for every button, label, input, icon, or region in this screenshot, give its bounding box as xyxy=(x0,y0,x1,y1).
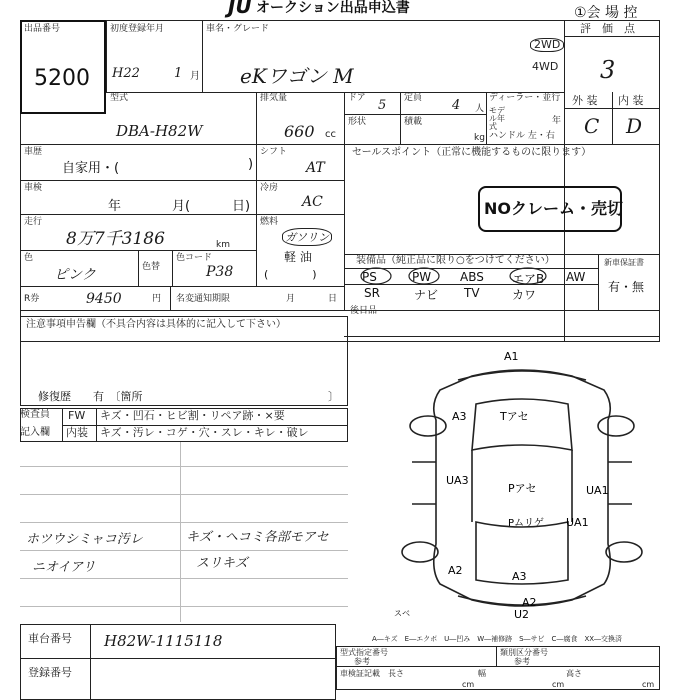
model-label: 型式 xyxy=(110,93,129,103)
mark-left-door: UA3 xyxy=(446,474,469,487)
model-code: DBA-H82W xyxy=(116,122,203,140)
interior-grade: D xyxy=(626,114,643,138)
rating-score: 3 xyxy=(600,56,616,84)
interior-label: 内 装 xyxy=(618,94,644,107)
equip-abs: ABS xyxy=(460,270,484,284)
reg-era: H22 xyxy=(112,66,140,81)
ac: AC xyxy=(302,194,323,210)
equip-navi: ナビ xyxy=(414,288,439,302)
reg-month: 1 xyxy=(174,66,183,81)
mark-rear: U2 xyxy=(514,608,530,621)
mileage: 8万7千3186 xyxy=(66,229,165,249)
equip-leather: カワ xyxy=(512,288,537,302)
mark-right-rear: UA1 xyxy=(566,516,589,529)
equip-airbag: エアB xyxy=(512,272,545,286)
equip-pw: PW xyxy=(412,270,432,284)
later-items-label: 後日品 xyxy=(350,306,378,316)
equip-sr: SR xyxy=(364,286,380,300)
form-title: オークション出品申込書 xyxy=(256,0,410,16)
class-number-label: 類別区分番号 xyxy=(500,648,548,657)
equip-aw: AW xyxy=(566,270,586,284)
rating-label: 評 価 点 xyxy=(580,22,635,35)
equip-tv: TV xyxy=(464,286,480,300)
recycle-ticket: 9450 xyxy=(86,291,122,307)
repair-history: 修復歴 有 〔箇所 xyxy=(38,390,143,403)
note-stain: ホツウシミャコ汚レ xyxy=(26,532,143,547)
ac-label: 冷房 xyxy=(260,183,279,193)
note-dents: キズ・ヘコミ各部モアセ xyxy=(186,530,329,545)
inspection-label: 車検 xyxy=(24,183,43,193)
color-change-label: 色替 xyxy=(142,262,161,272)
mark-hood: Tアセ xyxy=(500,410,529,423)
load-label: 積載 xyxy=(404,117,423,127)
displacement-label: 排気量 xyxy=(260,93,288,103)
equipment-label: 装備品（純正品に限り○をつけてください） xyxy=(356,255,555,266)
note-odor: ニオイアリ xyxy=(32,560,96,575)
fw-label: FW xyxy=(68,409,86,422)
fuel-label: 燃料 xyxy=(260,217,279,227)
registration-label: 登録番号 xyxy=(28,666,72,679)
name-change-label: 名変通知期限 xyxy=(176,294,231,304)
capacity-label: 定員 xyxy=(404,93,423,103)
warranty: 有・無 xyxy=(608,280,645,294)
mark-right-door: UA1 xyxy=(586,484,609,497)
spec-number-label: 型式指定番号 xyxy=(340,648,388,657)
recycle-ticket-label: R券 xyxy=(24,294,40,304)
notes-label: 注意事項申告欄（不具合内容は具体的に記入して下さい） xyxy=(26,319,286,330)
exterior-label: 外 装 xyxy=(572,94,598,107)
mark-front: A1 xyxy=(504,350,519,363)
mark-front-left: A3 xyxy=(452,410,467,423)
mark-rear-roof: Pムリゲ xyxy=(508,518,544,529)
mileage-label: 走行 xyxy=(24,217,43,227)
sales-point-label: セールスポイント（正常に機能するものに限ります） xyxy=(352,147,592,158)
interior-check-label: 内装 xyxy=(66,426,88,439)
drive-4wd: 4WD xyxy=(532,60,559,73)
lot-number: 5200 xyxy=(34,66,90,91)
color-label: 色 xyxy=(24,253,34,263)
capacity: 4 xyxy=(452,98,461,113)
door-count: 5 xyxy=(378,98,387,113)
ju-logo: JU xyxy=(228,0,252,18)
mark-trunk: A3 xyxy=(512,570,527,583)
car-name: eKワゴン M xyxy=(240,64,354,88)
inspector-label: 検査員 xyxy=(20,409,50,420)
no-claim-text: NOクレーム・売切 xyxy=(484,199,623,218)
mark-left-rear: A2 xyxy=(448,564,463,577)
cert-label: 車検証記載 xyxy=(340,669,380,678)
fuel-gasoline: ガソリン xyxy=(282,228,332,246)
chassis-number: H82W-1115118 xyxy=(104,632,223,650)
handle-label: ハンドル 左・右 xyxy=(489,131,555,141)
color-code: P38 xyxy=(206,264,234,280)
shape-label: 形状 xyxy=(348,117,367,127)
car-name-label: 車名・グレード xyxy=(206,24,270,34)
usage: 自家用・( xyxy=(62,161,120,176)
shift: AT xyxy=(306,160,325,176)
interior-items: キズ・汚レ・コゲ・穴・スレ・キレ・破レ xyxy=(100,426,309,439)
displacement: 660 xyxy=(284,122,315,141)
dealer-label: ディーラー・並行 xyxy=(489,93,561,103)
note-scratches: スリキズ xyxy=(196,556,248,571)
color-code-label: 色コード xyxy=(176,253,213,263)
door-label: ドア xyxy=(348,93,366,103)
lot-label: 出品番号 xyxy=(24,24,61,34)
usage-label: 車歴 xyxy=(24,147,43,157)
inspector-label-2: 記入欄 xyxy=(20,427,50,438)
fuel-diesel: 軽 油 xyxy=(284,250,312,264)
drive-2wd: 2WD xyxy=(530,38,564,52)
mark-rear-bumper: A2 xyxy=(522,596,537,609)
mark-roof: Pアセ xyxy=(508,482,537,495)
reg-label: 初度登録年月 xyxy=(110,24,165,34)
color: ピンク xyxy=(54,267,96,283)
header xyxy=(0,0,700,20)
chassis-label: 車台番号 xyxy=(28,632,72,645)
exterior-grade: C xyxy=(584,114,600,138)
equip-ps: PS xyxy=(362,270,377,284)
car-diagram xyxy=(372,344,672,634)
fw-items: キズ・凹石・ヒビ割・リペア跡・×要 xyxy=(100,409,285,422)
copy-label: ①会 場 控 xyxy=(574,5,638,21)
shift-label: シフト xyxy=(260,147,288,157)
warranty-label: 新車保証書 xyxy=(604,258,644,267)
model-year-label: モデル年式 xyxy=(489,106,505,131)
mark-slide: スベ xyxy=(394,609,410,618)
damage-legend: A―キズ E―エクボ U―凹み W―補修跡 S―サビ C―腐食 XX―交換済 xyxy=(372,635,623,643)
